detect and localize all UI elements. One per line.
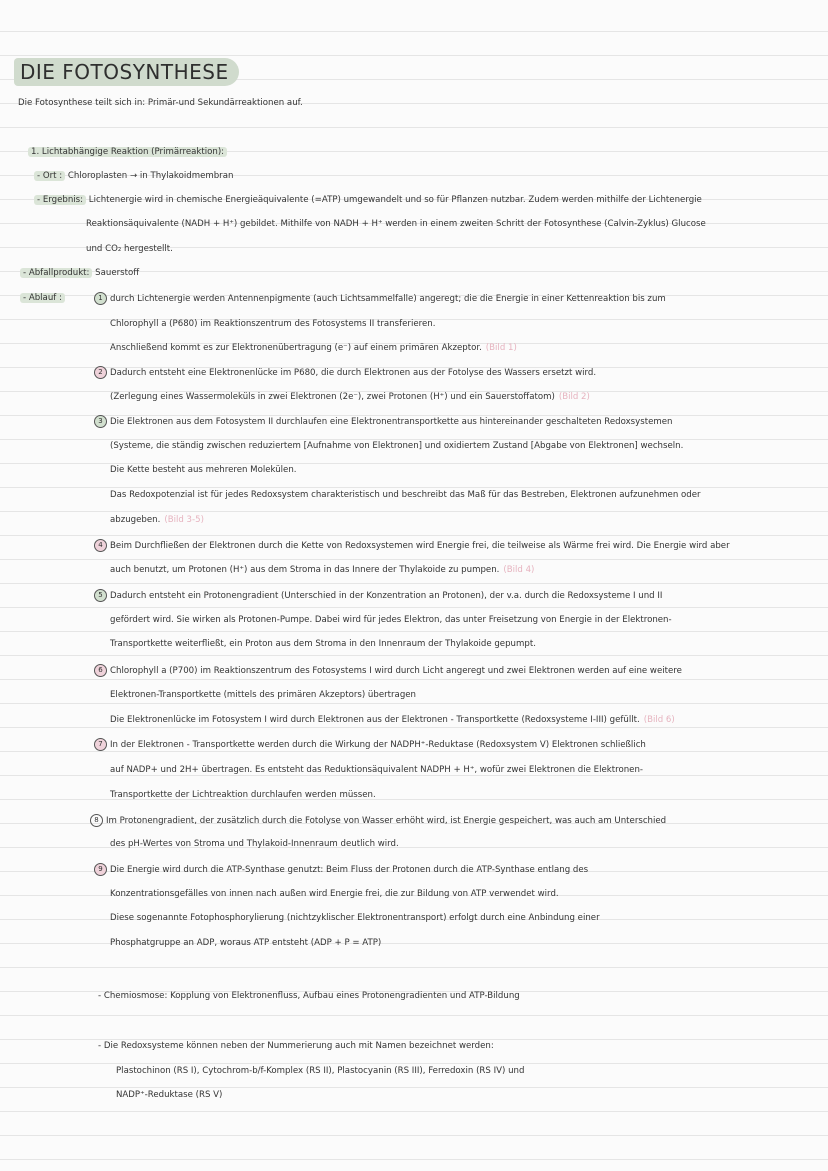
step-5-line-3: Transportkette weiterfließt, ein Proton aus dem Stroma in den Innenraum der Thylakoide gepumpt. [110, 639, 536, 649]
step-4-line-2-row [110, 564, 534, 576]
ablauf-label-row [20, 292, 65, 304]
step-3-line-4: Das Redoxpotenzial ist für jedes Redoxsystem charakteristisch und beschreibt das Maß für das Bestreben, Elektronen aufzunehmen oder [110, 490, 701, 500]
step-3-line-5-row [110, 514, 204, 526]
abfall-row [20, 267, 139, 279]
step-number-2: 2 [94, 366, 107, 379]
step-6-ref: (Bild 6) [643, 715, 675, 725]
step-9 [94, 863, 588, 876]
step-1 [94, 292, 666, 305]
step-1-line-3-row [110, 342, 517, 354]
step-3-line-5: abzugeben. [110, 515, 161, 525]
step-4 [94, 539, 730, 552]
step-6-line-3: Die Elektronenlücke im Fotosystem I wird durch Elektronen aus der Elektronen - Transportkette (Redoxsysteme I-III) gefüllt. [110, 715, 640, 725]
ergebnis-row [34, 194, 702, 206]
step-8-line-2: des pH-Wertes von Stroma und Thylakoid-Innenraum deutlich wird. [110, 839, 399, 849]
step-3-line-2: (Systeme, die ständig zwischen reduziertem [Aufnahme von Elektronen] und oxidiertem Zustand [Abgabe von Elektronen] wechseln. [110, 441, 684, 451]
step-number-8: 8 [90, 814, 103, 827]
step-number-4: 4 [94, 539, 107, 552]
step-3-line-3: Die Kette besteht aus mehreren Molekülen. [110, 465, 297, 475]
ergebnis-line-1: Lichtenergie wird in chemische Energieäquivalente (=ATP) umgewandelt und so für Pflanzen nutzbar. Zudem werden mithilfe der Lichtenergie [88, 195, 702, 205]
step-2-line-2: (Zerlegung eines Wassermoleküls in zwei Elektronen (2e⁻), zwei Protonen (H⁺) und ein Sauerstoffatom) [110, 392, 555, 402]
step-2-ref: (Bild 2) [558, 392, 590, 402]
step-5-line-2: gefördert wird. Sie wirken als Protonen-Pumpe. Dabei wird für jedes Elektron, das unter Freisetzung von Energie in der Elektronen- [110, 615, 672, 625]
page-title: DIE FOTOSYNTHESE [14, 58, 239, 86]
step-4-line-2: auch benutzt, um Protonen (H⁺) aus dem Stroma in das Innere der Thylakoide zu pumpen. [110, 565, 500, 575]
step-number-5: 5 [94, 589, 107, 602]
step-5-line-1: Dadurch entsteht ein Protonengradient (Unterschied in der Konzentration an Protonen), der v.a. durch die Redoxsysteme I und II [110, 591, 663, 601]
step-6-line-3-row [110, 714, 675, 726]
step-7-line-3: Transportkette der Lichtreaktion durchlaufen werden müssen. [110, 790, 376, 800]
step-number-3: 3 [94, 415, 107, 428]
ort-text: Chloroplasten → in Thylakoidmembran [67, 171, 234, 181]
section-heading [28, 146, 227, 158]
step-1-line-3: Anschließend kommt es zur Elektronenübertragung (e⁻) auf einem primären Akzeptor. [110, 343, 482, 353]
step-number-9: 9 [94, 863, 107, 876]
step-number-6: 6 [94, 664, 107, 677]
step-9-line-3: Diese sogenannte Fotophosphorylierung (nichtzyklischer Elektronentransport) erfolgt durch eine Anbindung einer [110, 913, 600, 923]
ablauf-label: - Ablauf : [20, 293, 65, 303]
step-3-line-1: Die Elektronen aus dem Fotosystem II durchlaufen eine Elektronentransportkette aus hintereinander geschalteten Redoxsystemen [110, 417, 673, 427]
step-9-line-2: Konzentrationsgefälles von innen nach außen wird Energie frei, die zur Bildung von ATP verwendet wird. [110, 889, 559, 899]
ergebnis-line-3: und CO₂ hergestellt. [86, 244, 173, 254]
abfall-label: - Abfallprodukt: [20, 268, 92, 278]
step-6-line-1: Chlorophyll a (P700) im Reaktionszentrum des Fotosystems I wird durch Licht angeregt und zwei Elektronen werden auf eine weitere [110, 666, 682, 676]
step-7-line-1: In der Elektronen - Transportkette werden durch die Wirkung der NADPH⁺-Reduktase (Redoxsystem V) Elektronen schließlich [110, 740, 646, 750]
step-number-7: 7 [94, 738, 107, 751]
step-1-line-2: Chlorophyll a (P680) im Reaktionszentrum des Fotosystems II transferieren. [110, 319, 436, 329]
ort-label: - Ort : [34, 171, 65, 181]
step-2 [94, 366, 596, 379]
step-3-ref: (Bild 3-5) [164, 515, 204, 525]
step-1-ref: (Bild 1) [485, 343, 517, 353]
ergebnis-line-2: Reaktionsäquivalente (NADH + H⁺) gebildet. Mithilfe von NADH + H⁺ werden in einem zweiten Schritt der Fotosynthese (Calvin-Zyklus) Glucose [86, 219, 706, 229]
step-8-line-1: Im Protonengradient, der zusätzlich durch die Fotolyse von Wasser erhöht wird, ist Energie gespeichert, was auch am Unterschied [106, 816, 667, 826]
abfall-text: Sauerstoff [95, 268, 140, 278]
chemiosmose-note: - Chemiosmose: Kopplung von Elektronenfluss, Aufbau eines Protonengradienten und ATP-Bildung [98, 991, 520, 1001]
redox-intro: - Die Redoxsysteme können neben der Nummerierung auch mit Namen bezeichnet werden: [98, 1041, 494, 1051]
step-6-line-2: Elektronen-Transportkette (mittels des primären Akzeptors) übertragen [110, 690, 417, 700]
step-7-line-2: auf NADP+ und 2H+ übertragen. Es entsteht das Reduktionsäquivalent NADPH + H⁺, wofür zwei Elektronen die Elektronen- [110, 765, 643, 775]
step-5 [94, 589, 662, 602]
step-8 [90, 814, 666, 827]
intro-text: Die Fotosynthese teilt sich in: Primär-und Sekundärreaktionen auf. [18, 98, 303, 108]
step-7 [94, 738, 646, 751]
step-4-ref: (Bild 4) [503, 565, 535, 575]
step-6 [94, 664, 682, 677]
step-2-line-1: Dadurch entsteht eine Elektronenlücke im P680, die durch Elektronen aus der Fotolyse des Wassers ersetzt wird. [110, 368, 597, 378]
section-heading-label: 1. Lichtabhängige Reaktion (Primärreaktion): [28, 147, 227, 157]
step-2-line-2-row [110, 391, 590, 403]
step-1-line-1: durch Lichtenergie werden Antennenpigmente (auch Lichtsammelfalle) angeregt; die die Energie in einer Kettenreaktion bis zum [110, 294, 666, 304]
step-3 [94, 415, 672, 428]
ergebnis-label: - Ergebnis: [34, 195, 86, 205]
redox-line-2: NADP⁺-Reduktase (RS V) [116, 1090, 223, 1100]
redox-line-1: Plastochinon (RS I), Cytochrom-b/f-Komplex (RS II), Plastocyanin (RS III), Ferredoxin (RS IV) und [116, 1066, 525, 1076]
ort-row [34, 170, 233, 182]
step-4-line-1: Beim Durchfließen der Elektronen durch die Kette von Redoxsystemen wird Energie frei, die teilweise als Wärme frei wird. Die Energie wird aber [110, 541, 730, 551]
step-9-line-1: Die Energie wird durch die ATP-Synthase genutzt: Beim Fluss der Protonen durch die ATP-Synthase entlang des [110, 865, 589, 875]
step-number-1: 1 [94, 292, 107, 305]
step-9-line-4: Phosphatgruppe an ADP, woraus ATP entsteht (ADP + P = ATP) [110, 938, 382, 948]
